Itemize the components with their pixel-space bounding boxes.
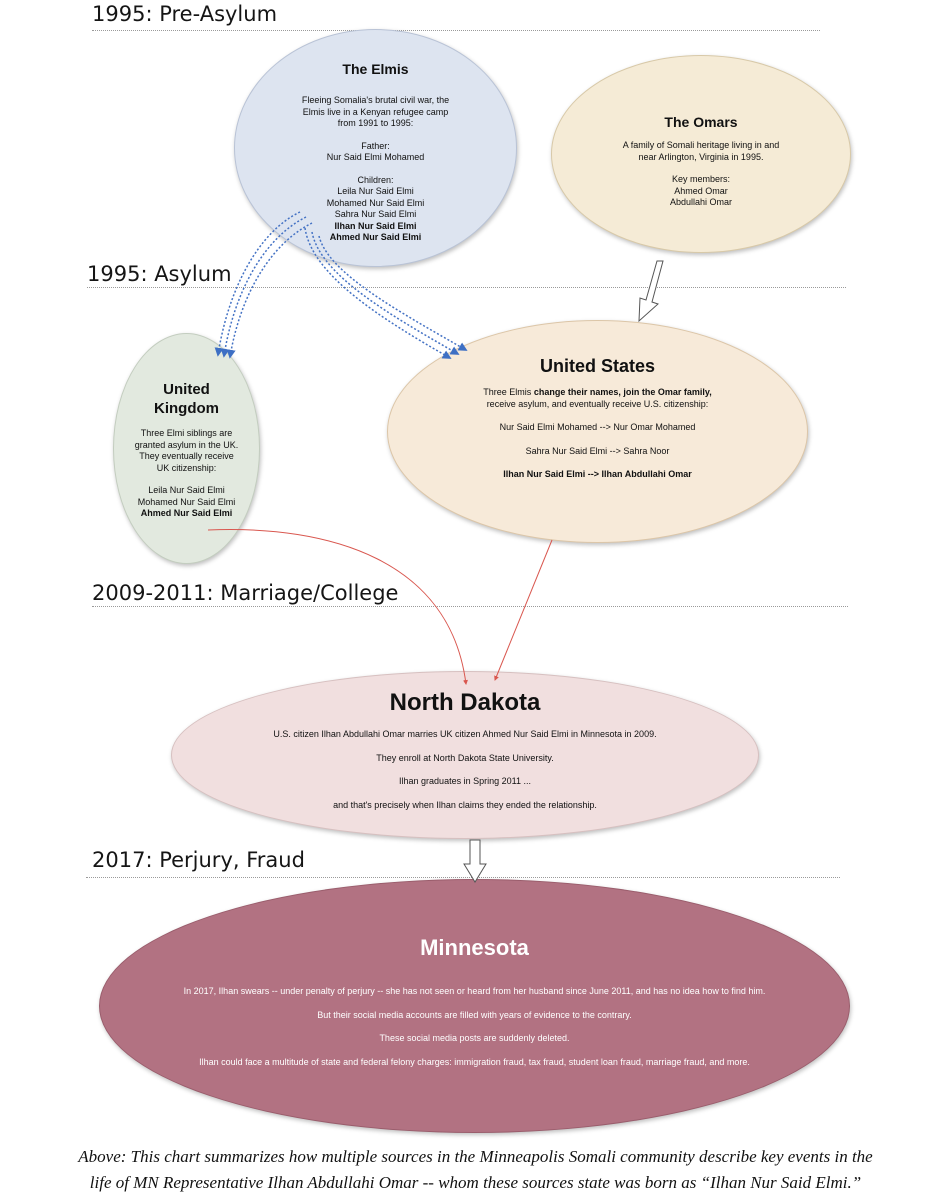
arrow-us-to-nd [495, 540, 552, 680]
node-description: Fleeing Somalia's brutal civil war, the Elmis live in a Kenyan refugee camp from 1991 to 1995: Father: Nur Said Elmi Mohamed Children: Leila Nur Said Elmi Mohamed Nur Said Elmi Sahra Nur Said Elmi Ilhan Nur Said Elmi Ahmed Nur Said Elmi [301, 95, 450, 242]
section-header-perjury-fraud: 2017: Perjury, Fraud [92, 848, 305, 872]
arrow-elmis-to-uk [224, 217, 306, 356]
section-header-asylum: 1995: Asylum [87, 262, 232, 286]
arrow-elmis-to-us [312, 232, 458, 354]
arrow-omars-to-us [639, 261, 663, 321]
node-title: The Omars [664, 114, 738, 130]
arrow-elmis-to-us [305, 228, 450, 358]
node-description: A family of Somali heritage living in and near Arlington, Virginia in 1995. Key members: Ahmed Omar Abdullahi Omar [622, 140, 780, 207]
arrow-uk-to-nd [208, 530, 466, 684]
section-header-marriage-college: 2009-2011: Marriage/College [92, 581, 399, 605]
node-description: Three Elmi siblings are granted asylum in the UK. They eventually receive UK citizenship: Leila Nur Said Elmi Mohamed Nur Said Elmi Ahmed Nur Said Elmi [134, 428, 239, 518]
node-description: In 2017, Ilhan swears -- under penalty of perjury -- she has not seen or heard from her husband since June 2011, and has no idea how to find him. But their social media accounts are filled with years of evidence to the contrary. These social media posts are suddenly deleted. Ilhan could face a multitude of state and federal felony charges: immigration fraud, tax fraud, student loan fraud, marriage fraud, and more. [183, 986, 766, 1067]
figure-caption: Above: This chart summarizes how multiple sources in the Minneapolis Somali community describe key events in the life of MN Representative Ilhan Abdullahi Omar -- whom these sources state was born as “Ilhan Nur Said Elmi.” [78, 1147, 873, 1192]
arrow-elmis-to-uk [218, 212, 300, 355]
node-title: United Kingdom [154, 381, 219, 417]
node-description: U.S. citizen Ilhan Abdullahi Omar marries UK citizen Ahmed Nur Said Elmi in Minnesota in 2009. They enroll at North Dakota State University. Ilhan graduates in Spring 2011 ... and that's precisely when Ilhan claims they ended the relationship. [273, 729, 657, 810]
node-title: Minnesota [420, 935, 529, 960]
node-title: The Elmis [342, 61, 409, 77]
node-title: United States [539, 356, 656, 376]
node-title: North Dakota [389, 689, 541, 716]
node-description: Three Elmis change their names, join the Omar family, receive asylum, and eventually receive U.S. citizenship: Nur Said Elmi Mohamed --> Nur Omar Mohamed Sahra Nur Said Elmi --> Sahra Noor Ilhan Nur Said Elmi --> Ilhan Abdullahi Omar [483, 387, 712, 479]
arrow-elmis-to-uk [230, 223, 312, 357]
arrow-nd-to-mn [464, 840, 486, 882]
section-header-pre-asylum: 1995: Pre-Asylum [92, 2, 278, 26]
arrow-elmis-to-us [319, 236, 466, 350]
